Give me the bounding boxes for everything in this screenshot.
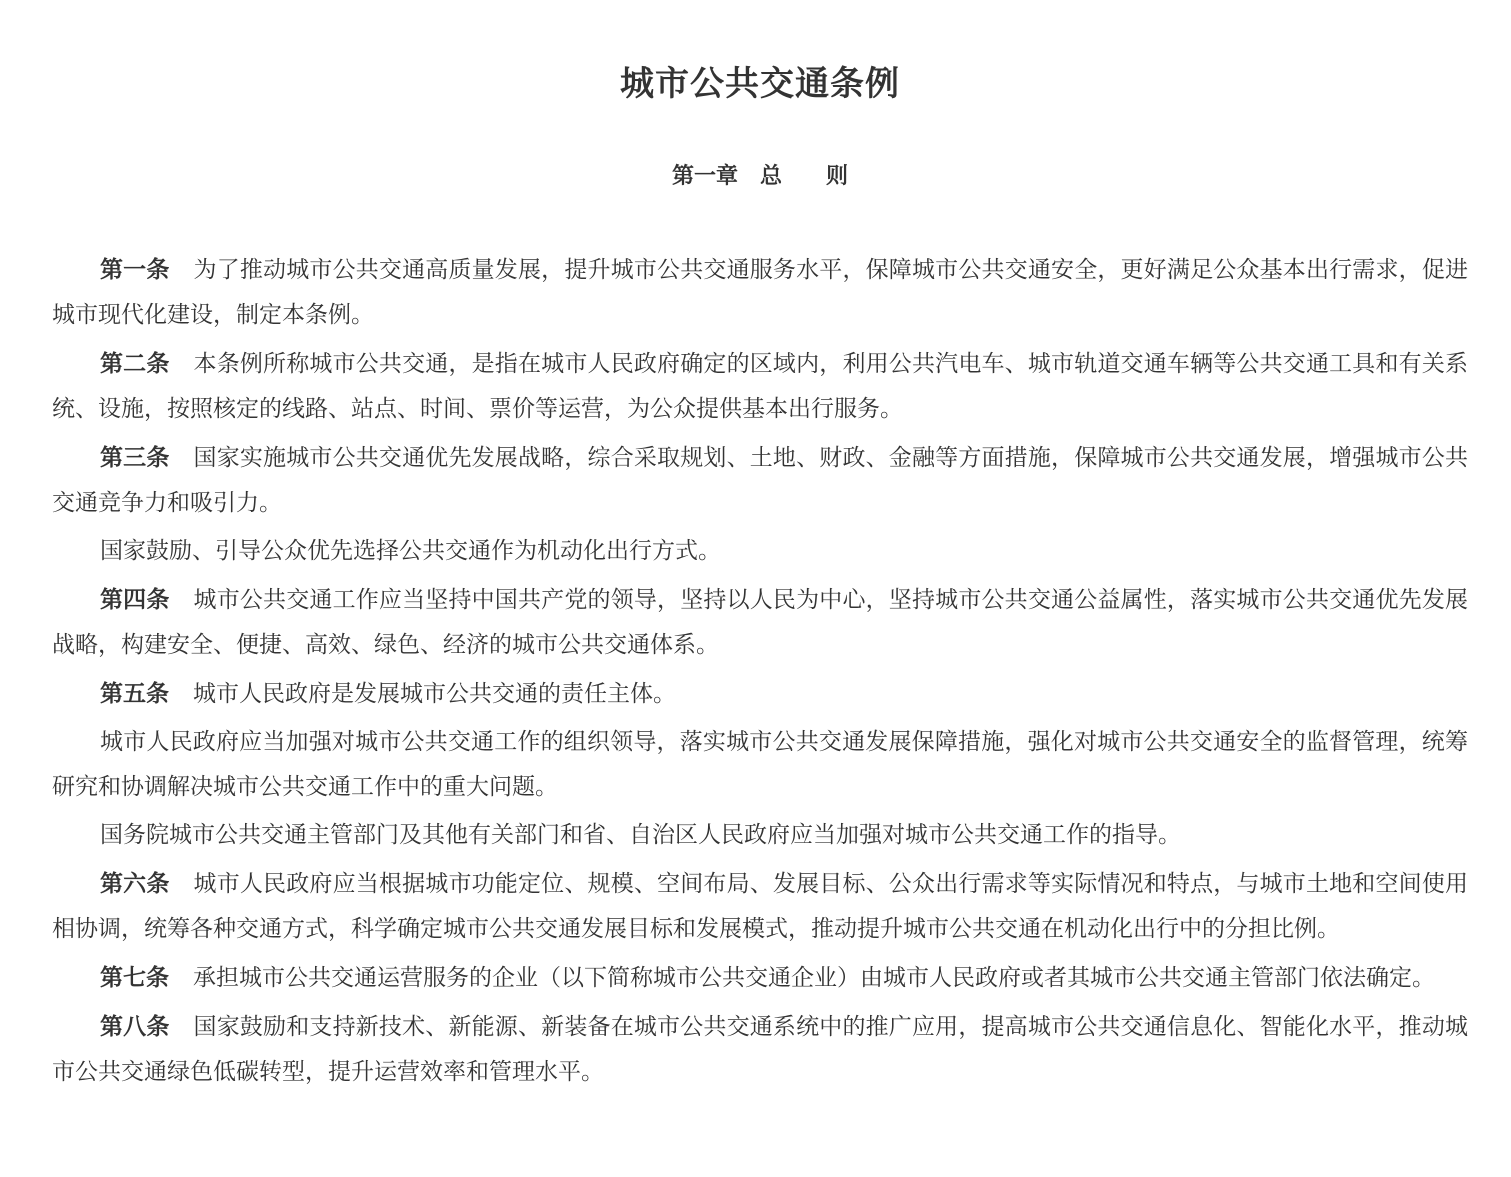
article-paragraph (52, 435, 1468, 526)
document-body (52, 247, 1468, 1098)
article-text: 城市公共交通工作应当坚持中国共产党的领导，坚持以人民为中心，坚持城市公共交通公益属性，落实城市公共交通优先发展战略，构建安全、便捷、高效、绿色、经济的城市公共交通体系。 (52, 587, 1469, 658)
article-paragraph (52, 1004, 1468, 1095)
article-text: 城市人民政府应当加强对城市公共交通工作的组织领导，落实城市公共交通发展保障措施，强化对城市公共交通安全的监督管理，统筹研究和协调解决城市公共交通工作中的重大问题。 (52, 729, 1468, 800)
article-text: 本条例所称城市公共交通，是指在城市人民政府确定的区域内，利用公共汽电车、城市轨道交通车辆等公共交通工具和有关系统、设施，按照核定的线路、站点、时间、票价等运营，为公众提供基本出行服务。 (52, 351, 1469, 422)
article-number: 第五条 (100, 680, 169, 707)
article-number: 第八条 (100, 1013, 170, 1040)
article-text: 为了推动城市公共交通高质量发展，提升城市公共交通服务水平，保障城市公共交通安全，更好满足公众基本出行需求，促进城市现代化建设，制定本条例。 (52, 257, 1469, 328)
article-paragraph (52, 813, 1468, 858)
article-paragraph (52, 861, 1468, 952)
article-text: 国家鼓励和支持新技术、新能源、新装备在城市公共交通系统中的推广应用，提高城市公共交通信息化、智能化水平，推动城市公共交通绿色低碳转型，提升运营效率和管理水平。 (52, 1014, 1469, 1085)
article-paragraph (52, 577, 1468, 668)
article-text: 城市人民政府是发展城市公共交通的责任主体。 (193, 681, 676, 707)
article-paragraph (52, 720, 1468, 810)
article-text: 国家实施城市公共交通优先发展战略，综合采取规划、土地、财政、金融等方面措施，保障城市公共交通发展，增强城市公共交通竞争力和吸引力。 (52, 445, 1469, 516)
chapter-heading: 第一章 总 则 (671, 163, 848, 189)
article-number: 第一条 (100, 256, 170, 283)
article-number: 第三条 (100, 444, 170, 471)
article-paragraph (52, 341, 1468, 432)
article-text: 城市人民政府应当根据城市功能定位、规模、空间布局、发展目标、公众出行需求等实际情况和特点，与城市土地和空间使用相协调，统筹各种交通方式，科学确定城市公共交通发展目标和发展模式，推动提升城市公共交通在机动化出行中的分担比例。 (52, 871, 1469, 942)
article-paragraph (52, 671, 1468, 717)
article-paragraph (52, 955, 1468, 1001)
article-paragraph (52, 529, 1468, 574)
article-text: 国家鼓励、引导公众优先选择公共交通作为机动化出行方式。 (100, 538, 721, 564)
article-number: 第七条 (100, 964, 169, 991)
article-number: 第四条 (100, 586, 170, 613)
article-number: 第二条 (100, 350, 170, 377)
article-number: 第六条 (100, 870, 170, 897)
article-text: 承担城市公共交通运营服务的企业（以下简称城市公共交通企业）由城市人民政府或者其城市公共交通主管部门依法确定。 (193, 965, 1435, 991)
article-text: 国务院城市公共交通主管部门及其他有关部门和省、自治区人民政府应当加强对城市公共交通工作的指导。 (100, 822, 1181, 848)
document-title: 城市公共交通条例 (620, 64, 900, 104)
article-paragraph (52, 247, 1468, 338)
